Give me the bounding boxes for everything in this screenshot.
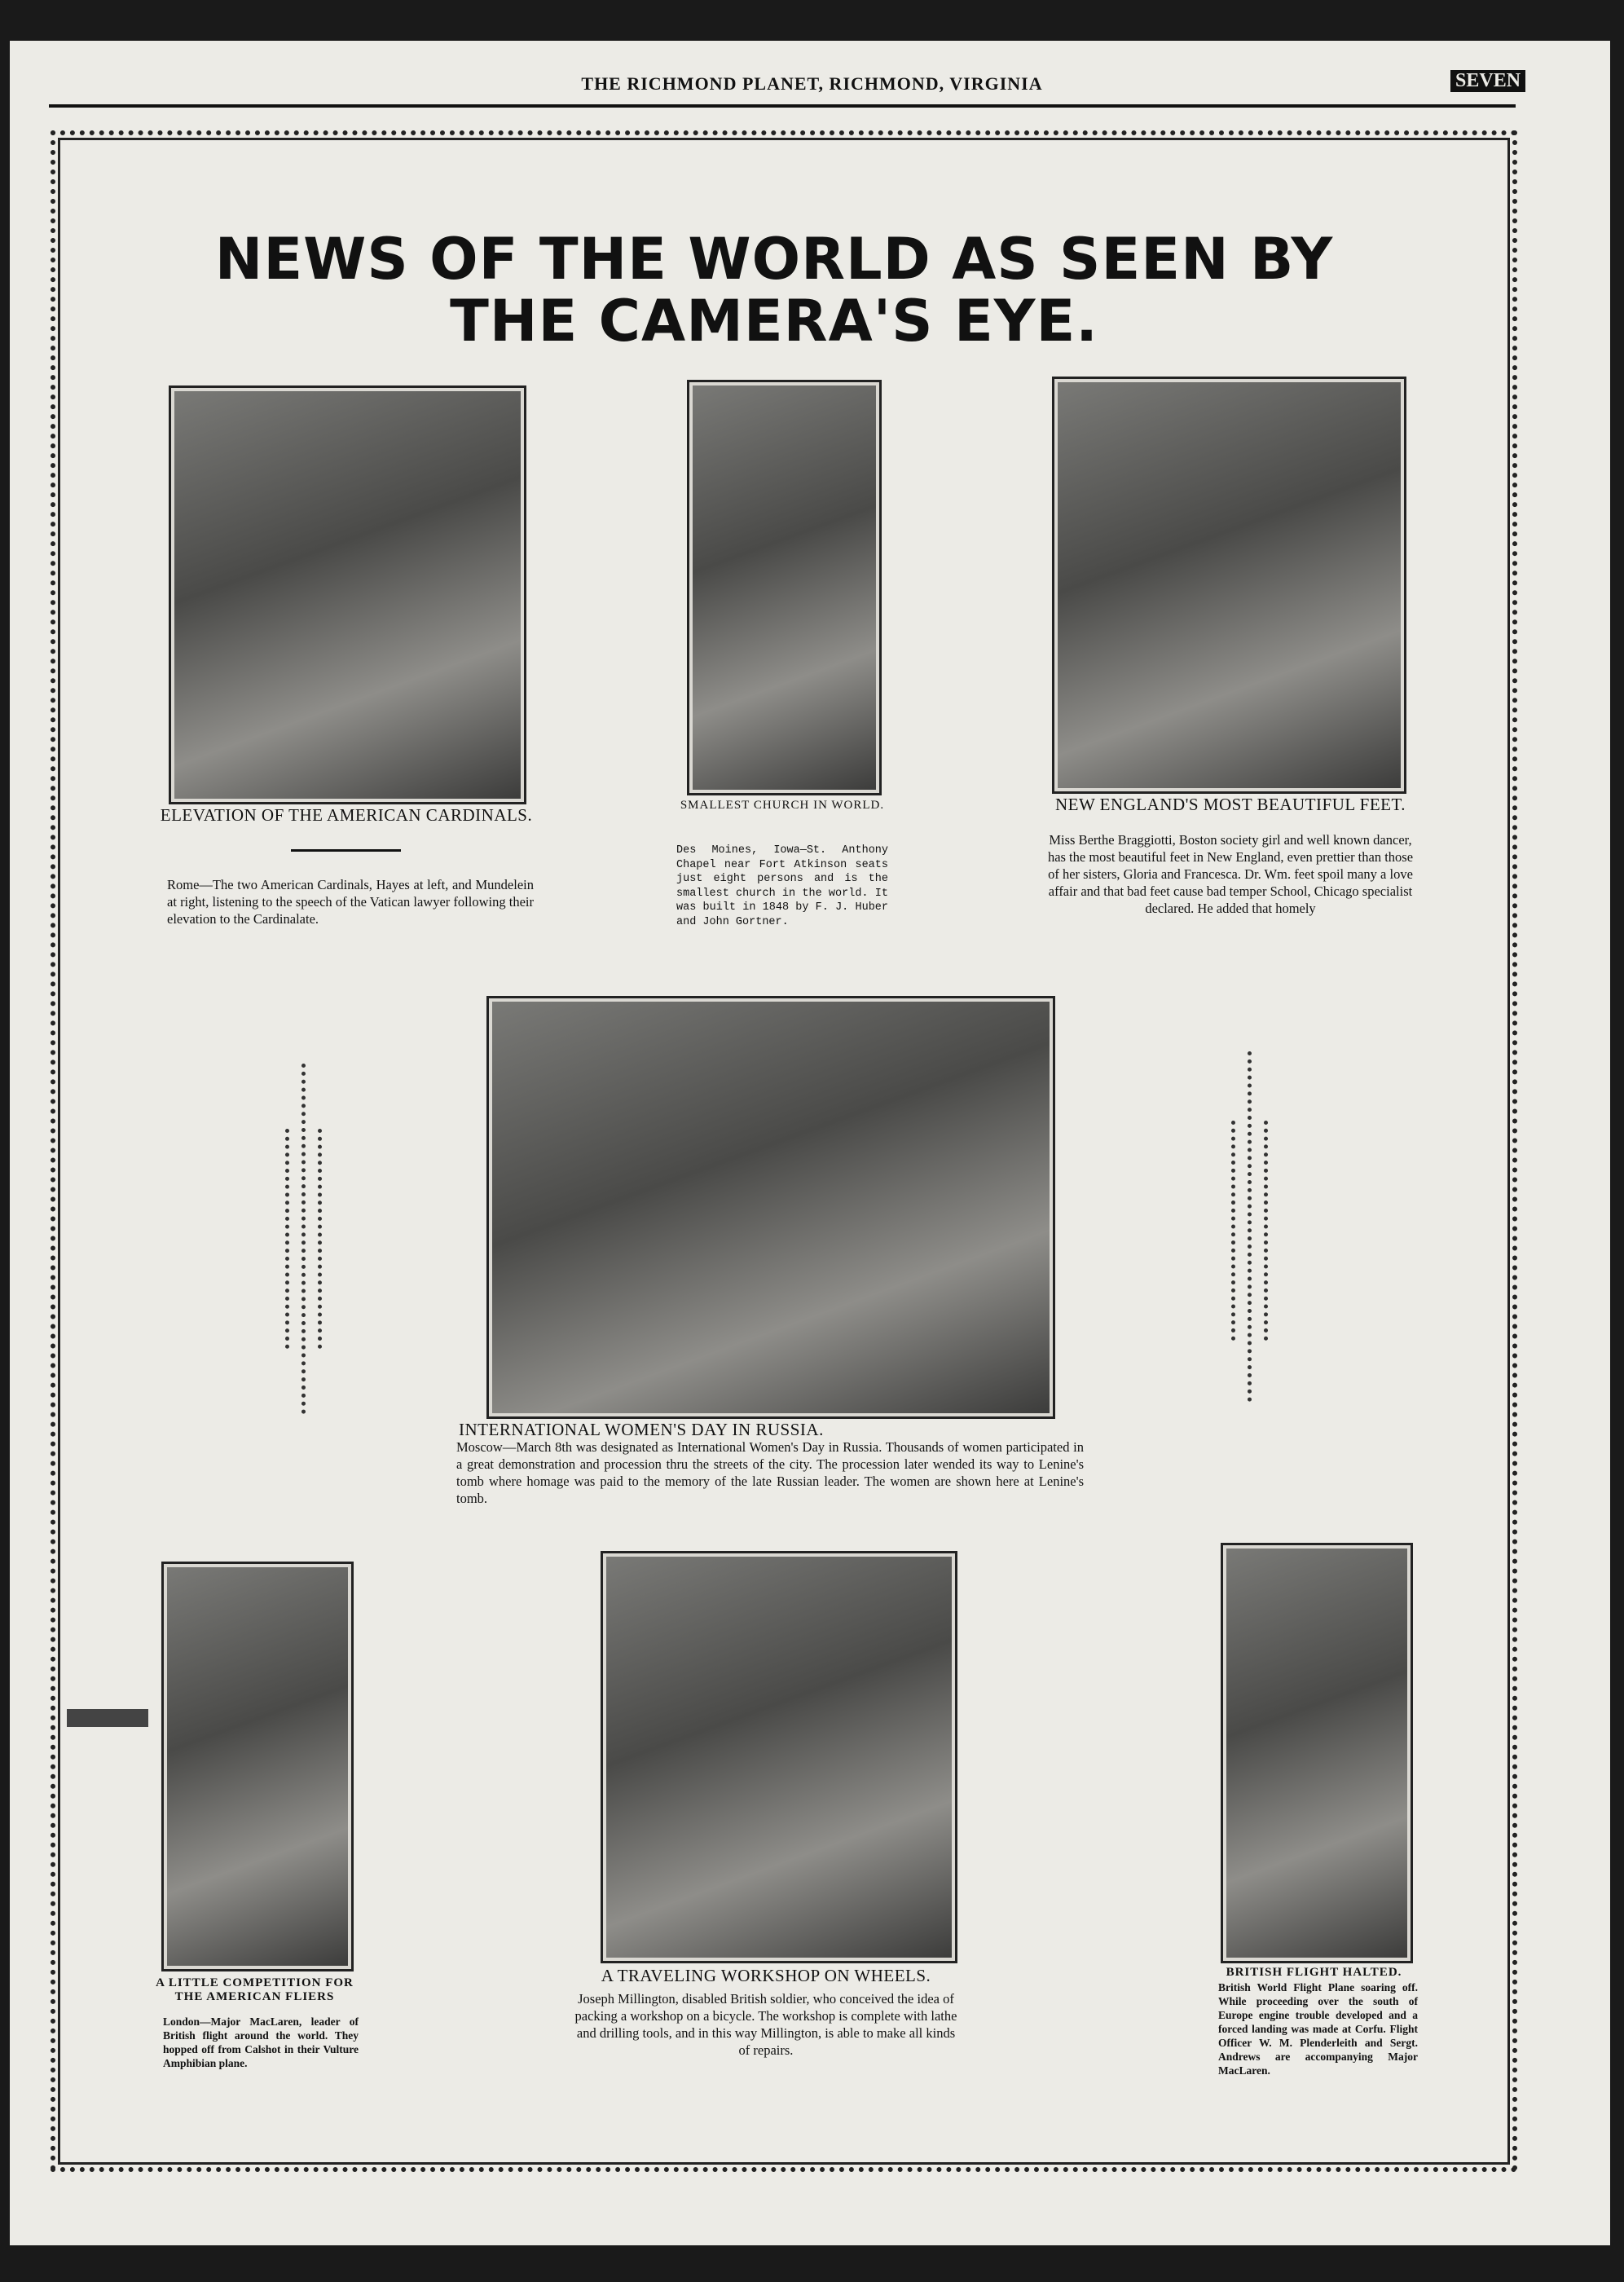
left-ornament — [285, 1129, 297, 1349]
header-rule — [49, 104, 1516, 108]
left-ornament — [318, 1129, 330, 1349]
flight-caption: BRITISH FLIGHT HALTED. — [1226, 1966, 1402, 1979]
flight-photo — [1221, 1543, 1413, 1963]
left-ornament — [301, 1064, 314, 1414]
right-ornament — [1231, 1121, 1243, 1341]
cardinals-photo — [169, 385, 526, 804]
cardinals-caption: ELEVATION OF THE AMERICAN CARDINALS. — [160, 805, 533, 825]
title-line-1: NEWS OF THE WORLD AS SEEN BY — [214, 226, 1334, 293]
church-caption: SMALLEST CHURCH IN WORLD. — [680, 799, 885, 812]
russia-text: Moscow—March 8th was designated as International Women's Day in Russia. Thousands of women participated in a great demonstration and procession thru the streets of the city. The procession later wended its way to Lenine's tomb where homage was paid to the memory of the late Russian leader. The women are shown here at Lenine's tomb. — [456, 1439, 1084, 1506]
church-text: Des Moines, Iowa—St. Anthony Chapel near Fort Atkinson seats just eight persons and is the smallest church in the world. It was built in 1848 by F. J. Huber and John Gortner. — [676, 844, 888, 928]
running-head: THE RICHMOND PLANET, RICHMOND, VIRGINIA — [581, 73, 1043, 94]
workshop-text: Joseph Millington, disabled British soldier, who conceived the idea of packing a workshop on a bicycle. The workshop is complete with lathe and drilling tools, and in this way Millington, is able to make all kinds of repairs. — [574, 1991, 957, 2058]
fliers-text: London—Major MacLaren, leader of British flight around the world. They hopped off from Calshot in their Vulture Amphibian plane. — [163, 2015, 359, 2069]
feet-caption: NEW ENGLAND'S MOST BEAUTIFUL FEET. — [1054, 795, 1406, 814]
russia-caption: INTERNATIONAL WOMEN'S DAY IN RUSSIA. — [459, 1420, 824, 1439]
fliers-caption: A LITTLE COMPETITION FOR THE AMERICAN FLIERS — [156, 1976, 354, 2003]
fliers-photo — [161, 1562, 354, 1971]
right-ornament — [1264, 1121, 1276, 1341]
church-photo — [687, 380, 882, 795]
edge-clip — [67, 1709, 148, 1727]
cardinals-rule — [291, 849, 401, 852]
workshop-caption: A TRAVELING WORKSHOP ON WHEELS. — [601, 1966, 931, 1985]
feet-text: Miss Berthe Braggiotti, Boston society girl and well known dancer, has the most beautiful feet in New England, even prettier than those of her sisters, Gloria and Francesca. Dr. Wm. feet spoil many a love affair and that bad feet cause bad temper School, Chicago specialist declared. He added that homely — [1047, 832, 1414, 916]
cardinals-text: Rome—The two American Cardinals, Hayes at left, and Mundelein at right, listening to the speech of the Vatican lawyer following their elevation to the Cardinalate. — [167, 877, 534, 927]
page-number: SEVEN — [1450, 70, 1525, 92]
right-ornament — [1248, 1051, 1260, 1402]
page-title — [187, 226, 1361, 355]
feet-photo — [1052, 377, 1406, 794]
flight-text: British World Flight Plane soaring off. While proceeding over the south of Europe engine trouble developed and a forced landing was made at Corfu. Flight Officer W. M. Plenderleith and Sergt. Andrews are accompanying Major MacLaren. — [1218, 1981, 1418, 2077]
russia-photo — [486, 996, 1055, 1419]
workshop-photo — [601, 1551, 957, 1963]
title-line-2: THE CAMERA'S EYE. — [450, 288, 1098, 355]
